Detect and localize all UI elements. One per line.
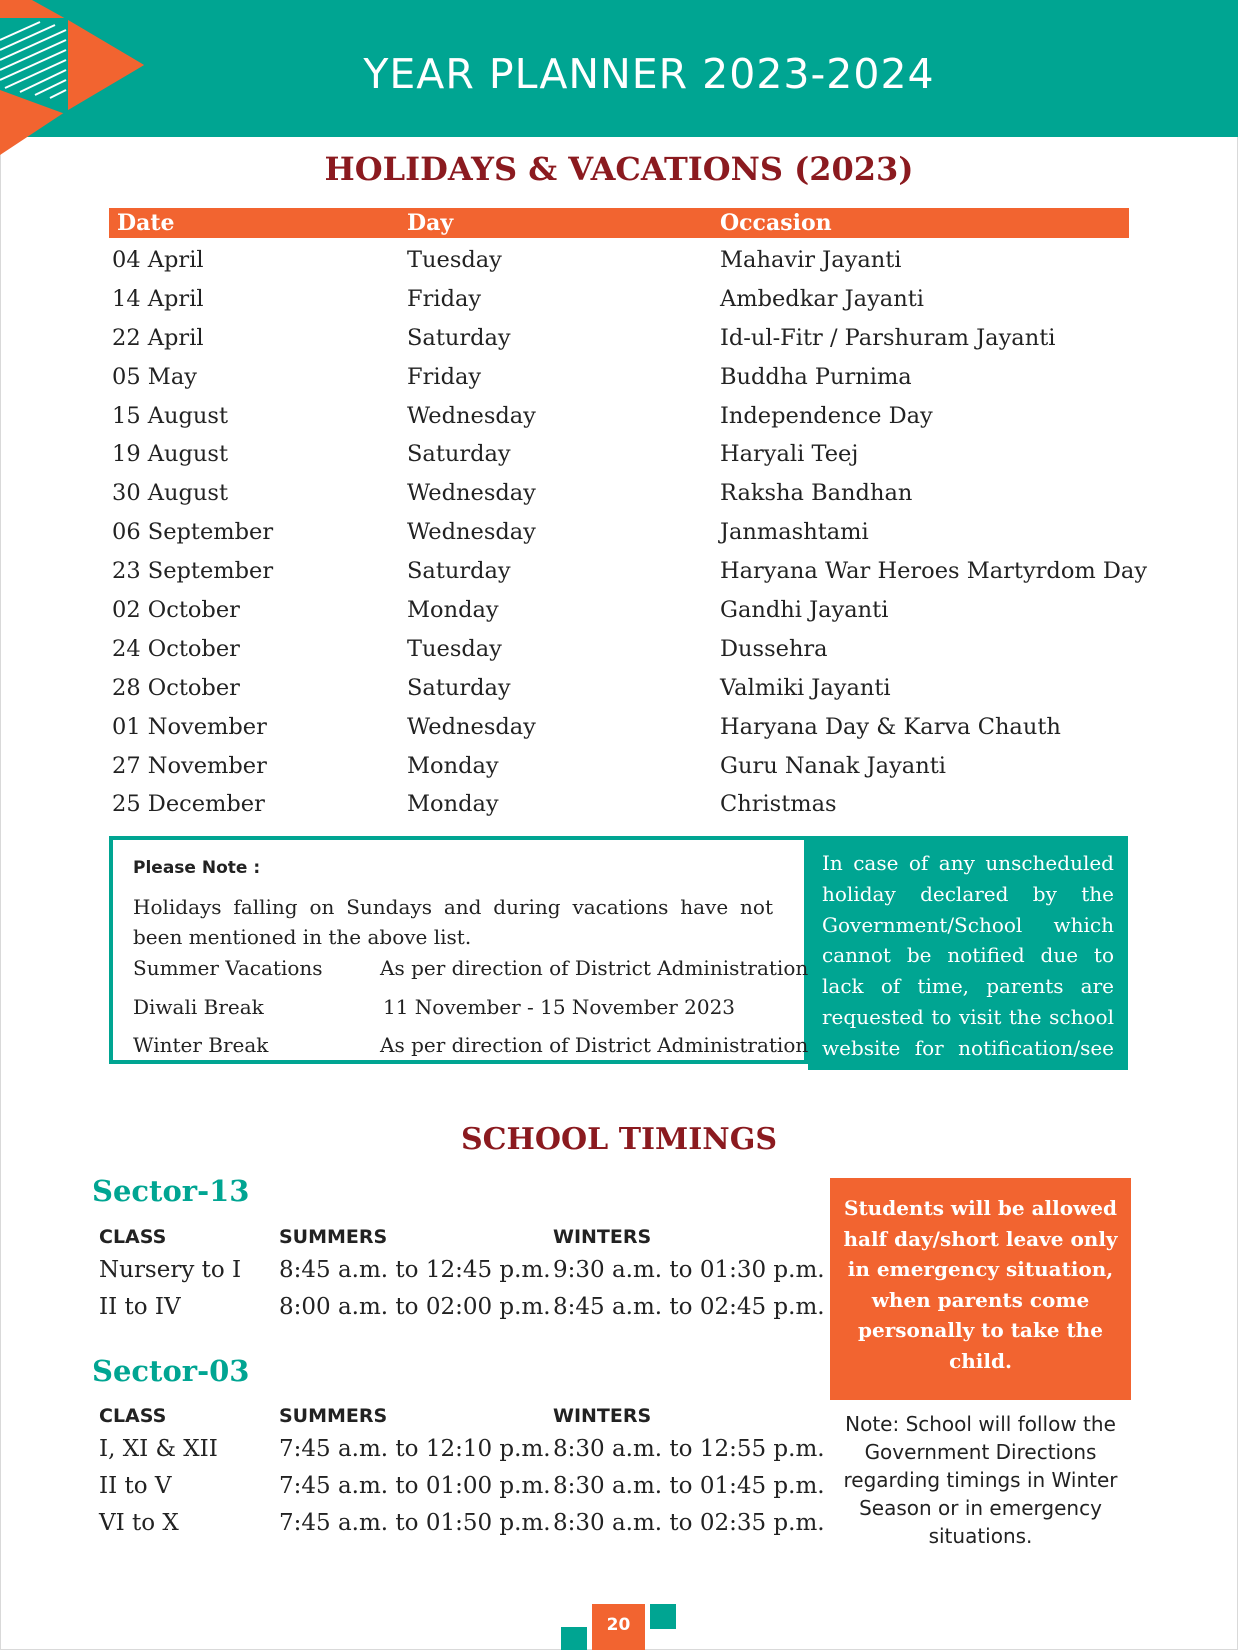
- summer-timing-cell: 8:45 a.m. to 12:45 p.m.: [279, 1257, 551, 1283]
- winter-timing-cell: 8:30 a.m. to 01:45 p.m.: [553, 1473, 825, 1499]
- header-winters: WINTERS: [553, 1405, 652, 1427]
- occasion-cell: Gandhi Jayanti: [720, 597, 889, 624]
- winter-timing-cell: 8:30 a.m. to 02:35 p.m.: [553, 1510, 825, 1536]
- table-row: [109, 322, 1129, 361]
- column-date: Date: [117, 210, 175, 236]
- day-cell: Saturday: [407, 324, 511, 351]
- class-cell: II to V: [99, 1473, 172, 1499]
- date-cell: 27 November: [112, 752, 267, 779]
- note-item-winter: [133, 1033, 809, 1057]
- table-row: [109, 516, 1129, 555]
- day-cell: Monday: [407, 597, 499, 624]
- table-row: [109, 788, 1129, 827]
- corner-decoration: [0, 0, 150, 155]
- occasion-cell: Id-ul-Fitr / Parshuram Jayanti: [720, 324, 1056, 351]
- table-row: [109, 555, 1148, 594]
- note-title: Please Note :: [133, 858, 261, 878]
- header-summers: SUMMERS: [279, 1405, 388, 1427]
- footer-square-right: [650, 1604, 676, 1629]
- day-cell: Saturday: [407, 674, 511, 701]
- winter-timing-cell: 8:45 a.m. to 02:45 p.m.: [553, 1294, 825, 1320]
- occasion-cell: Valmiki Jayanti: [720, 674, 891, 701]
- sector-03-title: Sector-03: [92, 1354, 250, 1388]
- occasion-cell: Dussehra: [720, 635, 828, 662]
- occasion-cell: Haryana Day & Karva Chauth: [720, 713, 1061, 740]
- day-cell: Monday: [407, 791, 499, 818]
- date-cell: 15 August: [112, 402, 229, 429]
- table-row: [109, 750, 1129, 789]
- date-cell: 28 October: [112, 674, 240, 701]
- day-cell: Saturday: [407, 441, 511, 468]
- date-cell: 04 April: [112, 247, 204, 273]
- note-item-label: Summer Vacations: [133, 956, 323, 980]
- occasion-cell: Haryana War Heroes Martyrdom Day: [720, 558, 1148, 585]
- class-cell: I, XI & XII: [99, 1436, 218, 1462]
- note-item-label: Diwali Break: [133, 995, 264, 1019]
- table-row: [109, 594, 1129, 633]
- date-cell: 06 September: [112, 519, 274, 546]
- column-occasion: Occasion: [720, 210, 832, 236]
- holidays-table-header: [109, 208, 1129, 238]
- page-number: 20: [592, 1604, 645, 1650]
- day-cell: Wednesday: [407, 480, 536, 507]
- day-cell: Friday: [407, 285, 482, 312]
- table-row: [109, 283, 1129, 322]
- note-item-value: 11 November - 15 November 2023: [383, 995, 736, 1019]
- class-cell: VI to X: [99, 1510, 179, 1536]
- half-day-leave-note: Students will be allowed half day/short leave only in emergency situation, when parents come personally to take the child.: [830, 1178, 1131, 1400]
- holidays-title: HOLIDAYS & VACATIONS (2023): [324, 150, 914, 188]
- occasion-cell: Janmashtami: [720, 519, 869, 546]
- occasion-cell: Buddha Purnima: [720, 363, 912, 390]
- note-item-diwali: [133, 995, 736, 1019]
- sector-13-title: Sector-13: [92, 1174, 250, 1208]
- day-cell: Friday: [407, 363, 482, 390]
- government-directions-note: Note: School will follow the Government Directions regarding timings in Winter Season or in emergency situations.: [843, 1412, 1118, 1548]
- page-title: YEAR PLANNER 2023-2024: [363, 50, 935, 98]
- date-cell: 05 May: [112, 363, 197, 390]
- day-cell: Wednesday: [407, 402, 536, 429]
- unscheduled-holiday-note: In case of any unscheduled holiday declared by the Government/School which cannot be notified due to lack of time, parents are requested to visit the school website for notification/see SMS.: [808, 836, 1128, 1070]
- please-note-box: [109, 836, 808, 1064]
- winter-timing-cell: 9:30 a.m. to 01:30 p.m.: [553, 1257, 825, 1283]
- timings-title: SCHOOL TIMINGS: [461, 1122, 777, 1157]
- date-cell: 19 August: [112, 441, 229, 468]
- header-winters: WINTERS: [553, 1226, 652, 1248]
- holidays-table-body: [109, 244, 1148, 827]
- winter-timing-cell: 8:30 a.m. to 12:55 p.m.: [553, 1436, 825, 1462]
- occasion-cell: Ambedkar Jayanti: [720, 285, 924, 312]
- summer-timing-cell: 7:45 a.m. to 01:00 p.m.: [279, 1473, 551, 1499]
- day-cell: Wednesday: [407, 713, 536, 740]
- table-row: [109, 477, 1129, 516]
- date-cell: 02 October: [112, 597, 240, 624]
- occasion-cell: Guru Nanak Jayanti: [720, 752, 946, 779]
- note-item-value: As per direction of District Administration: [380, 1033, 809, 1057]
- summer-timing-cell: 7:45 a.m. to 12:10 p.m.: [279, 1436, 551, 1462]
- summer-timing-cell: 7:45 a.m. to 01:50 p.m.: [279, 1510, 551, 1536]
- table-row: [109, 438, 1129, 477]
- class-cell: II to IV: [99, 1294, 181, 1320]
- table-row: [109, 400, 1129, 439]
- date-cell: 01 November: [112, 713, 267, 740]
- table-row: [109, 672, 1129, 711]
- table-row: [109, 711, 1129, 750]
- day-cell: Tuesday: [407, 635, 502, 662]
- header-summers: SUMMERS: [279, 1226, 388, 1248]
- occasion-cell: Independence Day: [720, 402, 933, 429]
- day-cell: Saturday: [407, 558, 511, 585]
- date-cell: 25 December: [112, 791, 265, 818]
- header-class: CLASS: [99, 1405, 167, 1427]
- occasion-cell: Christmas: [720, 791, 837, 818]
- table-row: [109, 633, 1129, 672]
- header-banner: [0, 0, 1238, 137]
- day-cell: Tuesday: [407, 247, 502, 273]
- class-cell: Nursery to I: [99, 1257, 242, 1283]
- header-class: CLASS: [99, 1226, 167, 1248]
- summer-timing-cell: 8:00 a.m. to 02:00 p.m.: [279, 1294, 551, 1320]
- table-row: [109, 361, 1129, 400]
- occasion-cell: Mahavir Jayanti: [720, 247, 902, 273]
- note-item-summer: [133, 956, 809, 980]
- date-cell: 23 September: [112, 558, 274, 585]
- occasion-cell: Raksha Bandhan: [720, 480, 913, 507]
- footer-square-left: [561, 1627, 587, 1650]
- day-cell: Monday: [407, 752, 499, 779]
- note-item-value: As per direction of District Administration: [380, 956, 809, 980]
- date-cell: 14 April: [112, 285, 204, 312]
- note-item-label: Winter Break: [133, 1033, 269, 1057]
- day-cell: Wednesday: [407, 519, 536, 546]
- occasion-cell: Haryali Teej: [720, 441, 859, 468]
- date-cell: 30 August: [112, 480, 229, 507]
- column-day: Day: [407, 210, 454, 236]
- date-cell: 24 October: [112, 635, 240, 662]
- date-cell: 22 April: [112, 324, 204, 351]
- table-row: [109, 244, 1129, 283]
- note-text: Holidays falling on Sundays and during vacations have not been mentioned in the above list.: [133, 895, 773, 949]
